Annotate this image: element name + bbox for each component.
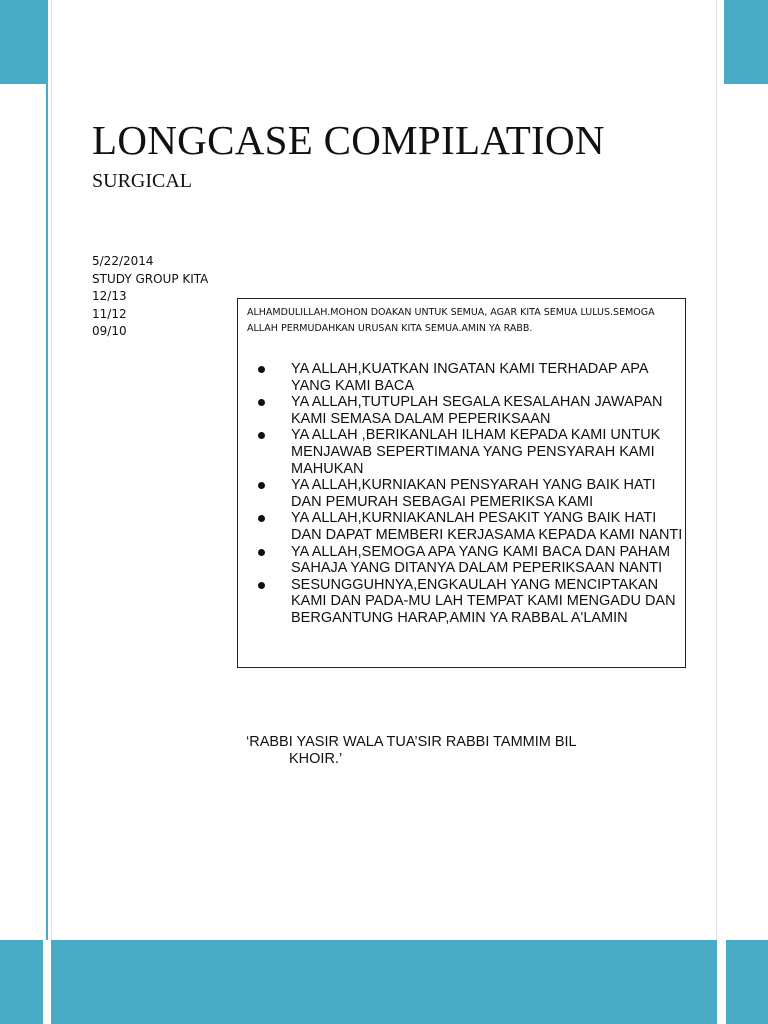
footer-right-gap	[718, 940, 726, 1024]
prayer-item-text: YA ALLAH,KURNIAKAN PENSYARAH YANG BAIK HATI DAN PEMURAH SEBAGAI PEMERIKSA KAMI	[291, 477, 656, 510]
bullet-icon	[258, 399, 265, 406]
bullet-icon	[258, 515, 265, 522]
bullet-icon	[258, 549, 265, 556]
cover-meta	[92, 253, 208, 341]
meta-batch: 11/12	[92, 306, 127, 321]
closing-dua	[246, 734, 686, 768]
meta-batch: 09/10	[92, 324, 127, 338]
prayer-item-text: YA ALLAH,KURNIAKANLAH PESAKIT YANG BAIK HATI DAN DAPAT MEMBERI KERJASAMA KEPADA KAMI NANTI	[291, 510, 683, 543]
document-subtitle: SURGICAL	[92, 170, 193, 192]
prayer-item	[256, 427, 686, 477]
meta-group: STUDY GROUP KITA	[92, 271, 209, 286]
prayer-item-text: YA ALLAH,SEMOGA APA YANG KAMI BACA DAN PAHAM SAHAJA YANG DITANYA DALAM PEPERIKSAAN NANTI	[291, 543, 671, 577]
footer-left-gap	[43, 940, 51, 1024]
prayer-item	[256, 477, 686, 510]
meta-batch: 12/13	[92, 289, 127, 303]
closing-line: ‘RABBI YASIR WALA TUA’SIR RABBI TAMMIM BIL	[246, 734, 577, 750]
prayer-item-text: YA ALLAH,TUTUPLAH SEGALA KESALAHAN JAWAPAN KAMI SEMASA DALAM PEPERIKSAAN	[291, 394, 663, 427]
prayer-item	[256, 544, 686, 577]
document-title: LONGCASE COMPILATION	[92, 117, 605, 163]
prayer-item	[256, 394, 686, 427]
bullet-icon	[258, 582, 265, 589]
prayer-item-text: YA ALLAH ,BERIKANLAH ILHAM KEPADA KAMI UNTUK MENJAWAB SEPERTIMANA YANG PENSYARAH KAMI MAHUKAN	[291, 427, 661, 477]
bullet-icon	[258, 482, 265, 489]
bullet-icon	[258, 432, 265, 439]
prayer-list	[256, 361, 686, 627]
prayer-intro: ALHAMDULILLAH.MOHON DOAKAN UNTUK SEMUA, AGAR KITA SEMUA LULUS.SEMOGA ALLAH PERMUDAHKAN URUSAN KITA SEMUA.AMIN YA RABB.	[247, 307, 655, 334]
bullet-icon	[258, 366, 265, 373]
meta-date: 5/22/2014	[92, 254, 154, 268]
footer-inner-band	[51, 940, 717, 1024]
prayer-item-text: YA ALLAH,KUATKAN INGATAN KAMI TERHADAP APA YANG KAMI BACA	[291, 361, 648, 394]
prayer-item	[256, 510, 686, 543]
prayer-item-text: SESUNGGUHNYA,ENGKAULAH YANG MENCIPTAKAN KAMI DAN PADA-MU LAH TEMPAT KAMI MENGADU DAN BERGANTUNG HARAP,AMIN YA RABBAL A'LAMIN	[291, 576, 676, 626]
right-margin-gap	[717, 0, 724, 1024]
closing-line: KHOIR.’	[289, 751, 343, 767]
prayer-item	[256, 577, 686, 627]
prayer-item	[256, 361, 686, 394]
